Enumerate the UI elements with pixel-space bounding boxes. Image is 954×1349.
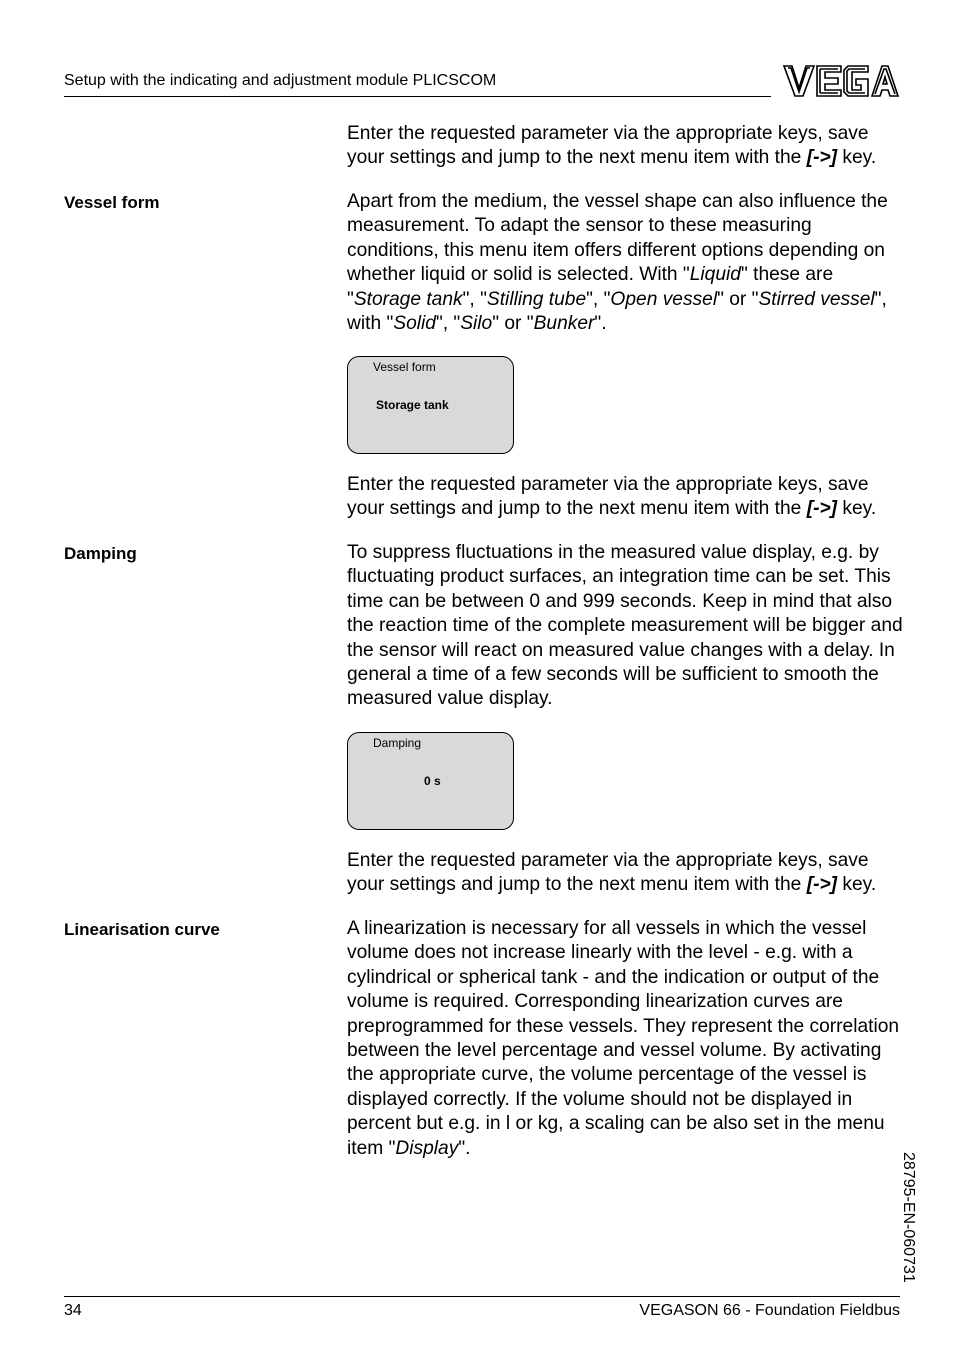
vessel-form-heading: Vessel form bbox=[64, 193, 160, 212]
footer-divider bbox=[64, 1296, 900, 1297]
instruction-paragraph-2: Enter the requested parameter via the appropriate keys, save your settings and jump to the next menu item with the [->] key. bbox=[347, 474, 877, 520]
damping-description: To suppress fluctuations in the measured value display, e.g. by fluctuating product surfaces, an integration time can be set. This time can be between 0 and 999 seconds. Keep in mind that also the reaction time of the complete measurement will be bigger and the sensor will react on measured value changes with a delay. In general a time of a few seconds will be sufficient to smooth the measured value display. bbox=[347, 542, 903, 710]
damping-display bbox=[347, 732, 514, 830]
product-name: VEGASON 66 - Foundation Fieldbus bbox=[639, 1302, 900, 1319]
arrow-key-reference: [->] bbox=[806, 498, 838, 520]
page-number: 34 bbox=[64, 1302, 82, 1319]
lcd-value: Storage tank bbox=[376, 398, 449, 412]
lcd-value: 0 s bbox=[424, 774, 441, 788]
lcd-title: Damping bbox=[373, 736, 422, 750]
page-header-title: Setup with the indicating and adjustment module PLICSCOM bbox=[64, 72, 497, 89]
damping-heading: Damping bbox=[64, 544, 137, 563]
arrow-key-reference: [->] bbox=[806, 874, 838, 896]
header-divider bbox=[64, 96, 771, 97]
linearisation-heading: Linearisation curve bbox=[64, 920, 220, 939]
vessel-form-description: Apart from the medium, the vessel shape can also influence the measurement. To adapt the sensor to these measuring conditions, this menu item offers different options depending on whether liquid or solid is selected. With "Liquid" these are "Storage tank", "Stilling tube", "Open vessel" or "Stirred vessel", with "Solid", "Silo" or "Bunker". bbox=[347, 191, 888, 335]
instruction-paragraph-1: Enter the requested parameter via the appropriate keys, save your settings and jump to the next menu item with the [->] key. bbox=[347, 123, 877, 169]
lcd-title: Vessel form bbox=[373, 360, 436, 374]
vega-logo bbox=[782, 64, 900, 98]
instruction-paragraph-3: Enter the requested parameter via the appropriate keys, save your settings and jump to the next menu item with the [->] key. bbox=[347, 850, 877, 896]
document-code: 28795-EN-060731 bbox=[900, 1152, 917, 1283]
arrow-key-reference: [->] bbox=[806, 147, 838, 169]
linearisation-description: A linearization is necessary for all vessels in which the vessel volume does not increase linearly with the level - e.g. with a cylindrical or spherical tank - and the indication or output of the volume is required. Corresponding linearization curves are preprogrammed for these vessels. They represent the correlation between the level percentage and vessel volume. By activating the appropriate curve, the volume percentage of the vessel is displayed correctly. If the volume should not be displayed in percent but e.g. in l or kg, a scaling can be also set in the menu item "Display". bbox=[347, 918, 900, 1159]
vessel-form-display bbox=[347, 356, 514, 454]
